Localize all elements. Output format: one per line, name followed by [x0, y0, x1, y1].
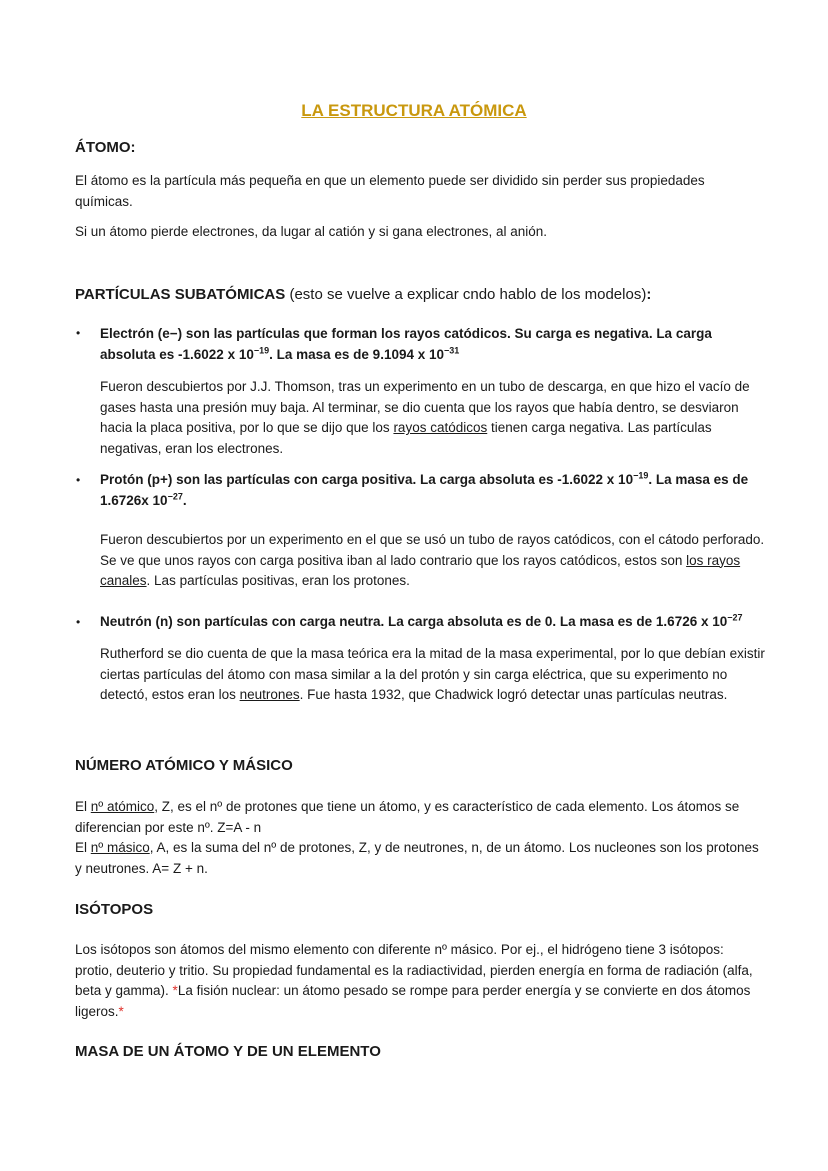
numero-atomico-term: nº atómico — [90, 799, 155, 814]
asterisk-close: * — [118, 1003, 124, 1019]
proton-lead: Protón (p+) son las partículas con carga positiva. La carga absoluta es -1.6022 x 10 — [100, 472, 634, 487]
electron-mass-exponent: −31 — [444, 345, 460, 355]
numero-l2-b: , A, es la suma del nº de protones, Z, y de neutrones, n, de un átomo. Los nucleones son los protones y neutrones. A= Z + n. — [75, 840, 759, 876]
proton-mass-exponent: −27 — [167, 491, 183, 501]
electron-description — [100, 377, 765, 459]
neutron-desc-a: Rutherford se dio cuenta de que la masa teórica era la mitad de la masa experimental, por lo que debían existir ciertas partículas del átomo con masa similar a la del protón y sin carga eléctrica, que su experimento no detectó, estos eran los — [100, 646, 765, 702]
neutrones-term: neutrones — [239, 687, 300, 702]
neutron-desc-b: . Fue hasta 1932, que Chadwick logró detectar unas partículas neutras. — [299, 687, 728, 702]
particulas-heading-bold: PARTÍCULAS SUBATÓMICAS — [75, 286, 286, 303]
bullet-neutron: • — [76, 615, 81, 629]
particulas-heading-note: (esto se vuelve a explicar cndo hablo de los modelos) — [285, 286, 647, 303]
isotopos-text-b: La fisión nuclear: un átomo pesado se rompe para perder energía y se convierte en dos átomos ligeros. — [75, 983, 751, 1019]
numero-l1-a: El — [75, 799, 91, 814]
section-heading-particulas — [75, 286, 651, 303]
numero-l1-b: , Z, es el nº de protones que tiene un átomo, y es característico de cada elemento. Los átomos se diferencian por este nº. Z=A - n — [75, 799, 740, 835]
isotopos-paragraph — [75, 940, 765, 1022]
bullet-electron: • — [76, 326, 81, 340]
atomo-paragraph-2: Si un átomo pierde electrones, da lugar al catión y si gana electrones, al anión. — [75, 224, 548, 239]
electron-desc-a: Fueron descubiertos por J.J. Thomson, tras un experimento en un tubo de descarga, en que hizo el vacío de gases hasta una presión muy baja. Al terminar, se dio cuenta que los rayos que había dentro, se desviaron hacia la placa positiva, por lo que se dijo que los — [100, 379, 750, 435]
electron-charge-exponent: −19 — [253, 345, 270, 355]
proton-definition — [100, 470, 765, 511]
proton-end: . — [182, 492, 187, 508]
electron-desc-b: tienen carga negativa. Las partículas negativas, eran los electrones. — [100, 420, 712, 456]
rayos-canales-term: los rayos canales — [100, 552, 741, 588]
section-heading-atomo: ÁTOMO: — [75, 139, 136, 156]
section-heading-isotopos: ISÓTOPOS — [75, 901, 154, 918]
section-heading-numero: NÚMERO ATÓMICO Y MÁSICO — [75, 757, 293, 774]
neutron-mass-exponent: −27 — [727, 612, 743, 623]
electron-mass: . La masa es de 9.1094 x 10 — [269, 346, 444, 362]
electron-definition — [100, 324, 765, 365]
proton-charge-exponent: −19 — [633, 470, 649, 481]
page-title: LA ESTRUCTURA ATÓMICA — [301, 101, 527, 120]
asterisk-open: * — [172, 983, 178, 998]
neutron-definition — [100, 612, 765, 633]
numero-masico-paragraph — [75, 838, 765, 879]
section-heading-masa: MASA DE UN ÁTOMO Y DE UN ELEMENTO — [75, 1043, 381, 1060]
numero-masico-term: nº másico — [90, 840, 150, 855]
rayos-catodicos-term: rayos catódicos — [393, 420, 488, 435]
numero-l2-a: El — [75, 840, 91, 855]
atomo-paragraph-1: El átomo es la partícula más pequeña en que un elemento puede ser dividido sin perder sus propiedades químicas. — [75, 173, 705, 209]
proton-desc-b: . Las partículas positivas, eran los protones. — [146, 573, 410, 588]
particulas-heading-colon: : — [646, 286, 652, 303]
proton-description — [100, 530, 765, 592]
numero-atomico-paragraph — [75, 797, 765, 838]
isotopos-text-a: Los isótopos son átomos del mismo elemento con diferente nº másico. Por ej., el hidrógeno tiene 3 isótopos: protio, deuterio y tritio. Su propiedad fundamental es la radiactividad, pierden energía en forma de radiación (alfa, beta y gamma). — [75, 942, 753, 998]
proton-desc-a: Fueron descubiertos por un experimento en el que se usó un tubo de rayos catódicos, con el cátodo perforado. Se ve que unos rayos con carga positiva iban al lado contrario que los rayos catódicos, estos son — [100, 532, 765, 568]
proton-mass: . La masa es de 1.6726x 10 — [100, 472, 749, 508]
neutron-description — [100, 644, 765, 706]
electron-lead: Electrón (e−) son las partículas que forman los rayos catódicos. Su carga es negativa. La carga absoluta es -1.6022 x 10 — [100, 326, 712, 362]
bullet-proton: • — [76, 473, 81, 487]
neutron-lead: Neutrón (n) son partículas con carga neutra. La carga absoluta es de 0. La masa es de 1.6726 x 10 — [100, 614, 728, 629]
